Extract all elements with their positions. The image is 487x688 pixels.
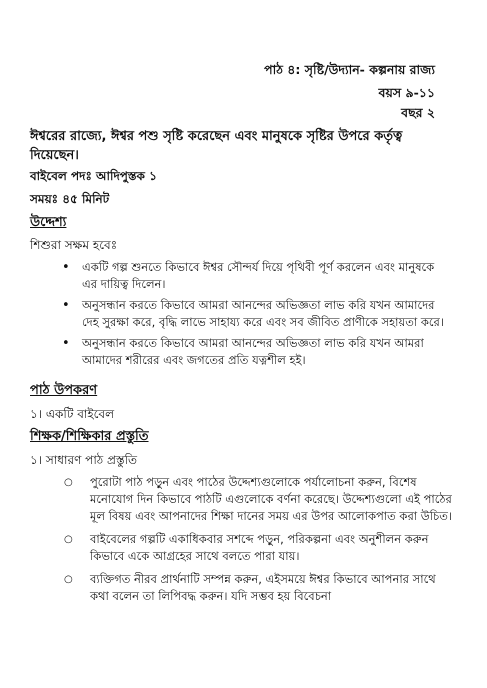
preparation-list bbox=[60, 474, 455, 611]
objectives-list bbox=[30, 259, 450, 373]
lesson-title: পাঠ ৪: সৃষ্টি/উদ্যান- কল্পনায় রাজ্য bbox=[264, 62, 435, 77]
preparation-item: ○ ব্যক্তিগত নীরব প্রার্থনাটি সম্পন্ন করুন, এইসময়ে ঈশ্বর কিভাবে আপনার সাথে কথা বলেন তা লিপিবদ্ধ করুন। যদি সম্ভব হয় বিবেচনা bbox=[64, 572, 436, 603]
circle-bullet-icon: ○ bbox=[64, 477, 73, 488]
objectives-intro: শিশুরা সক্ষম হবেঃ bbox=[30, 238, 118, 252]
objective-item: • অনুসন্ধান করতে কিভাবে আমরা আনন্দের অভিজ্ঞতা লাভ করি যখন আমরা আমাদের শরীরের এবং জগতের প্রতি যত্নশীল হই। bbox=[62, 336, 424, 367]
bible-verse: বাইবেল পদঃ আদিপুস্তক ১ bbox=[30, 169, 157, 183]
lesson-theme: ঈশ্বরের রাজ্যে, ঈশ্বর পশু সৃষ্টি করেছেন এবং মানুষকে সৃষ্টির উপরে কর্তৃত্ব দিয়েছেন। bbox=[30, 129, 403, 163]
year-label: বছর ২ bbox=[401, 105, 435, 120]
lesson-duration: সময়ঃ ৪৫ মিনিট bbox=[30, 192, 110, 206]
age-range: বয়স ৯-১১ bbox=[378, 85, 435, 100]
materials-item: ১। একটি বাইবেল bbox=[30, 407, 115, 421]
objectives-heading: উদ্দেশ্য bbox=[30, 215, 67, 230]
bullet-icon: • bbox=[62, 336, 70, 351]
objective-item: • একটি গল্প শুনতে কিভাবে ঈশ্বর সৌন্দর্য দিয়ে পৃথিবী পূর্ণ করলেন এবং মানুষকে এর দায়িত্ব দিলেন। bbox=[62, 260, 435, 291]
preparation-subheading: ১। সাধারণ পাঠ প্রস্তুতি bbox=[30, 453, 138, 467]
materials-heading: পাঠ উপকরণ bbox=[30, 383, 98, 398]
bullet-icon: • bbox=[62, 260, 70, 275]
preparation-item: ○ বাইবেলের গল্পটি একাধিকবার সশব্দে পড়ুন, পরিকল্পনা এবং অনুশীলন করুন কিভাবে একে আগ্রহের সাথে বলতে পারা যায়। bbox=[64, 532, 429, 563]
circle-bullet-icon: ○ bbox=[64, 574, 73, 585]
circle-bullet-icon: ○ bbox=[64, 534, 73, 545]
objective-item: • অনুসন্ধান করতে কিভাবে আমরা আনন্দের অভিজ্ঞতা লাভ করি যখন আমাদের দেহ সুরক্ষা করে, বৃদ্ধি লাভে সাহায্য করে এবং সব জীবিত প্রাণীকে সহায়তা করে। bbox=[62, 298, 444, 329]
preparation-item: ○ পুরোটা পাঠ পড়ুন এবং পাঠের উদ্দেশ্যগুলোকে পর্যালোচনা করুন, বিশেষ মনোযোগ দিন কিভাবে পাঠটি এগুলোকে বর্ণনা করেছে। উদ্দেশ্যগুলো এই পাঠের মূল বিষয় এবং আপনাদের শিক্ষা দানের সময় এর উপর আলোকপাত করা উচিত। bbox=[64, 475, 452, 523]
preparation-heading: শিক্ষক/শিক্ষিকার প্রস্তুতি bbox=[30, 429, 149, 444]
bullet-icon: • bbox=[62, 298, 70, 313]
